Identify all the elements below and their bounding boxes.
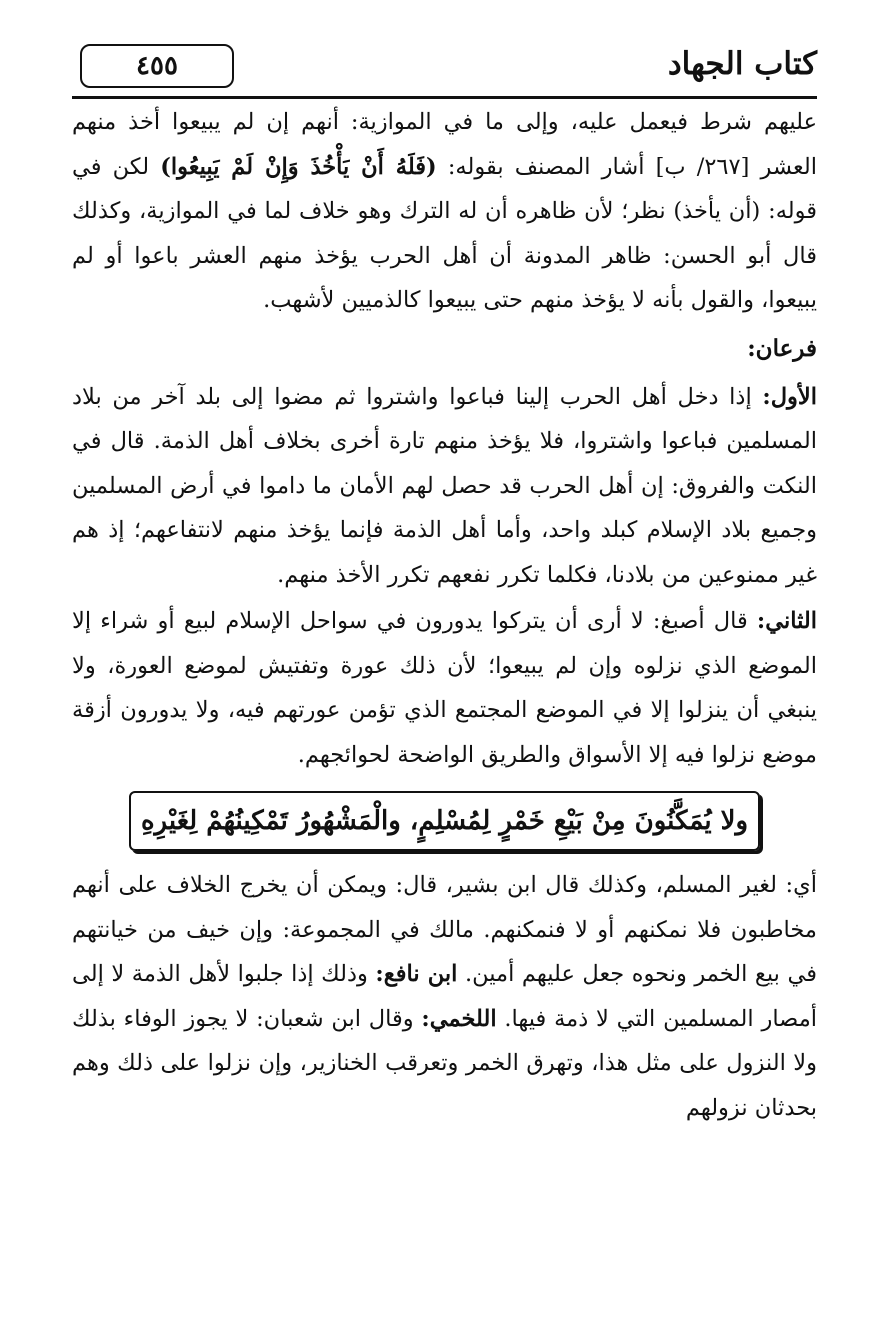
- page-body: [72, 100, 817, 1130]
- section-subheading: فرعان:: [747, 334, 817, 362]
- page-header: [72, 40, 817, 99]
- quoted-matn: (فَلَهُ أَنْ يَأْخُذَ وَإِنْ لَمْ يَبِيعُوا): [160, 153, 437, 180]
- book-title: كتاب الجهاد: [667, 46, 817, 82]
- scholar-name-lakhmi: اللخمي:: [421, 1005, 497, 1032]
- second-branch-label: الثاني:: [756, 608, 817, 634]
- paragraph-1-part-a: عليهم شرط فيعمل عليه، وإلى ما في الموازية: أنهم إن لم يبيعوا أخذ منهم العشر [٢٦٧/ ب] أشار المصنف بقوله:: [72, 109, 817, 180]
- paragraph-first-branch: [72, 375, 817, 598]
- matn-box: ولا يُمَكَّنُونَ مِنْ بَيْعِ خَمْرٍ لِمُسْلِمٍ، والْمَشْهُورُ تَمْكِينُهُمْ لِغَيْرِهِ: [129, 791, 760, 851]
- page-number: ٤٥٥: [136, 51, 178, 81]
- paragraph-1-part-b: لكن في قوله: (أن يأخذ) نظر؛ لأن ظاهره أن له الترك وهو خلاف لما في الموازية، وكذلك قال أبو الحسن: ظاهر المدونة أن أهل الحرب يؤخذ منهم العشر باعوا أو لم يبيعوا، والقول بأنه لا يؤخذ منهم حتى يبيعوا كالذميين لأشهب.: [72, 153, 817, 313]
- paragraph-second-branch: [72, 599, 817, 777]
- paragraph-1: [72, 100, 817, 323]
- first-branch-text: إذا دخل أهل الحرب إلينا فباعوا واشتروا ثم مضوا إلى بلد آخر من بلاد المسلمين فباعوا واشتروا، فلا يؤخذ منهم تارة أخرى بخلاف أهل الذمة. قال في النكت والفروق: إن أهل الحرب قد حصل لهم الأمان ما داموا في أرض المسلمين وجميع بلاد الإسلام كبلد واحد، وأما أهل الذمة فإنما يؤخذ منهم لانتفاعهم؛ إذ هم غير ممنوعين من بلادنا، فكلما تكرر نفعهم تكرر الأخذ منهم.: [72, 383, 817, 588]
- scholar-name-ibn-nafi: ابن نافع:: [375, 961, 458, 987]
- commentary-part-a: أي: لغير المسلم، وكذلك قال ابن بشير، قال: ويمكن أن يخرج الخلاف على أنهم مخاطبون فلا نمكنهم أو لا فنمكنهم. مالك في المجموعة: وإن خيف من خيانتهم في بيع الخمر ونحوه جعل عليهم أمين.: [72, 872, 817, 987]
- second-branch-text: قال أصبغ: لا أرى أن يتركوا يدورون في سواحل الإسلام لبيع أو شراء إلا الموضع الذي نزلوه وإن لم يبيعوا؛ لأن ذلك عورة وتفتيش لموضع العورة، ولا ينبغي أن ينزلوا إلا في الموضع المجتمع الذي تؤمن عورتهم فيه، ولا يدورون أزقة موضع نزلوا فيه إلا الأسواق والطريق الواضحة لحوائجهم.: [72, 608, 817, 768]
- commentary-part-c: وقال ابن شعبان: لا يجوز الوفاء بذلك ولا النزول على مثل هذا، وتهرق الخمر وتعرقب الخنازير، وإن نزلوا على ذلك وهم بحدثان نزولهم: [72, 1005, 817, 1121]
- commentary-part-b: وذلك إذا جلبوا لأهل الذمة لا إلى أمصار المسلمين التي لا ذمة فيها.: [72, 961, 817, 1032]
- first-branch-label: الأول:: [762, 383, 817, 410]
- paragraph-commentary: [72, 863, 817, 1130]
- page-number-box: [80, 44, 234, 88]
- matn-box-wrapper: [72, 791, 817, 851]
